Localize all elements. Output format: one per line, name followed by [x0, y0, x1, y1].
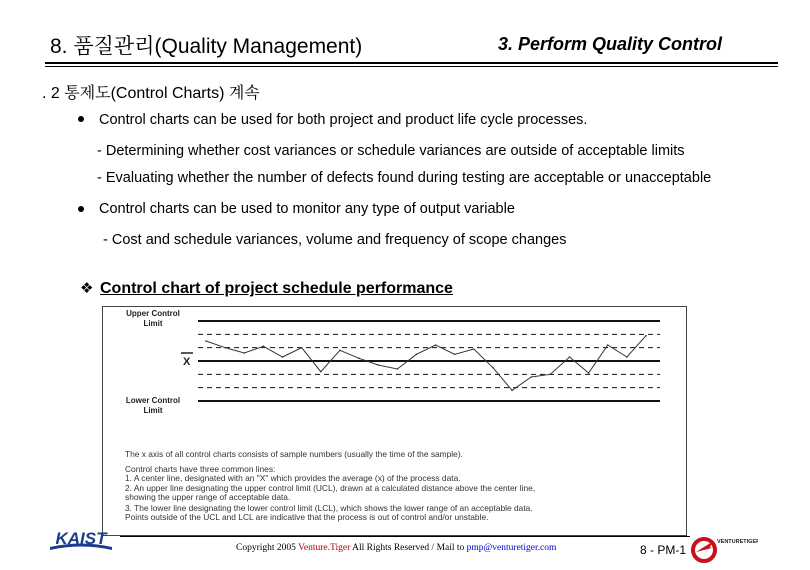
- chart-note: 1. A center line, designated with an "X" which provides the average (x) of the process data.: [125, 473, 461, 483]
- kaist-logo: [48, 527, 114, 551]
- data-point: [205, 340, 207, 342]
- data-point: [282, 356, 284, 358]
- bullet-dot-icon: [78, 116, 84, 122]
- page-title: 8. 품질관리(Quality Management): [50, 35, 363, 58]
- reference-line-label: Upper Control: [126, 309, 180, 318]
- data-point: [607, 344, 609, 346]
- data-point: [435, 344, 437, 346]
- svg-text:KAIST: KAIST: [55, 529, 107, 548]
- copyright-notice: [236, 543, 556, 553]
- data-point: [358, 358, 360, 360]
- venturetiger-logo: [690, 534, 758, 564]
- reference-line-label: Limit: [143, 406, 163, 415]
- chart-note: Control charts have three common lines:: [125, 464, 276, 474]
- data-point: [377, 364, 379, 366]
- header-divider-thin: [45, 66, 778, 67]
- chart-note: The x axis of all control charts consists of sample numbers (usually the time of the sample).: [125, 449, 463, 459]
- copyright-prefix: Copyright 2005: [236, 543, 299, 553]
- sub-item-text: - Evaluating whether the number of defects found during testing are acceptable or unacceptable: [97, 170, 712, 186]
- copyright-brand: Venture.Tiger: [298, 543, 351, 553]
- chart-note: showing the upper range of acceptable data.: [125, 492, 291, 502]
- chart-note: 3. The lower line designating the lower control limit (LCL), which shows the lower range of an acceptable data.: [125, 503, 533, 513]
- data-point: [492, 367, 494, 369]
- footer-divider: [120, 536, 690, 537]
- reference-line-label: Limit: [143, 319, 163, 328]
- svg-text:VENTURETIGER: VENTURETIGER: [717, 539, 758, 545]
- section-title: 3. Perform Quality Control: [498, 34, 723, 54]
- reference-line-label: X: [183, 356, 191, 368]
- chart-note: 2. An upper line designating the upper control limit (UCL), drawn at a calculated distance above the center line,: [125, 483, 536, 493]
- data-series-line: [206, 336, 646, 391]
- contact-email-link[interactable]: pmp@venturetiger.com: [466, 543, 557, 553]
- data-point: [224, 347, 226, 349]
- sub-item-text: - Cost and schedule variances, volume and frequency of scope changes: [103, 232, 567, 248]
- data-point: [320, 371, 322, 373]
- bullet-text: Control charts can be used for both project and product life cycle processes.: [99, 112, 588, 128]
- data-point: [339, 350, 341, 352]
- data-point: [243, 352, 245, 354]
- diamond-bullet-icon: ❖: [80, 280, 94, 297]
- data-point: [550, 374, 552, 376]
- chart-note: Points outside of the UCL and LCL are indicative that the process is out of control and/or unstable.: [125, 512, 489, 522]
- chart-heading: Control chart of project schedule performance: [100, 280, 453, 297]
- data-point: [530, 376, 532, 378]
- data-point: [263, 346, 265, 348]
- data-point: [397, 368, 399, 370]
- data-point: [569, 356, 571, 358]
- page-number: 8 - PM-1: [640, 543, 687, 557]
- data-point: [473, 348, 475, 350]
- data-point: [645, 335, 647, 337]
- data-point: [454, 354, 456, 356]
- control-chart-figure: [102, 306, 687, 536]
- data-point: [588, 372, 590, 374]
- sub-item-text: - Determining whether cost variances or schedule variances are outside of acceptable limits: [97, 143, 685, 159]
- section-heading: . 2 통제도(Control Charts) 계속: [42, 85, 260, 102]
- bullet-text: Control charts can be used to monitor any type of output variable: [99, 201, 515, 217]
- data-point: [301, 347, 303, 349]
- reference-line-label: Lower Control: [125, 396, 181, 405]
- copyright-middle: All Rights Reserved / Mail to: [350, 543, 467, 553]
- data-point: [626, 356, 628, 358]
- data-point: [511, 390, 513, 392]
- header-divider-thick: [45, 62, 778, 64]
- bullet-dot-icon: [78, 206, 84, 212]
- data-point: [416, 354, 418, 356]
